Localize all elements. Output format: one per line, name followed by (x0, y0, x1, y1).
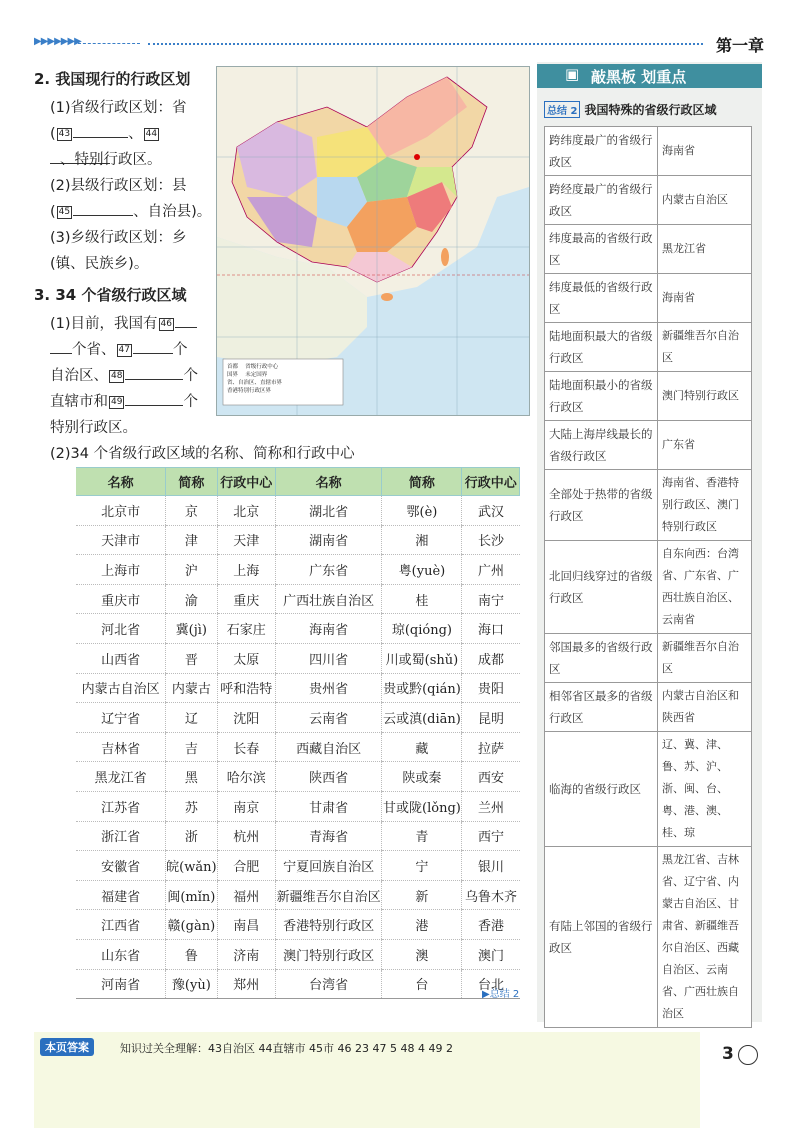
legend-item: 省级行政中心 (245, 364, 279, 370)
table-row (76, 496, 520, 526)
table-cell: 河南省 (76, 969, 166, 999)
table-cell: 天津市 (76, 525, 166, 555)
table-cell: 合肥 (217, 851, 275, 881)
table-cell: 香港 (462, 910, 520, 940)
table-cell: 澳门特别行政区 (275, 939, 382, 969)
table-cell: 津 (166, 525, 217, 555)
table-cell: 西宁 (462, 821, 520, 851)
side-row (545, 683, 752, 732)
table-cell: 长春 (217, 732, 275, 762)
table-cell: 甘或陇(lǒng) (382, 791, 462, 821)
section2-line1b: ( 43 、 44 (50, 121, 210, 173)
side-value: 黑龙江省、吉林省、辽宁省、内蒙古自治区、甘肃省、新疆维吾尔自治区、西藏自治区、云南省、广西壮族自治区 (658, 847, 752, 1028)
table-cell: 陕西省 (275, 762, 382, 792)
side-key: 北回归线穿过的省级行政区 (545, 541, 658, 634)
table-cell: 沪 (166, 555, 217, 585)
table-cell: 浙江省 (76, 821, 166, 851)
table-cell: 青 (382, 821, 462, 851)
table-cell: 澳 (382, 939, 462, 969)
table-cell: 台 (382, 969, 462, 999)
table-row (76, 643, 520, 673)
table-cell: 郑州 (217, 969, 275, 999)
table-cell: 冀(jì) (166, 614, 217, 644)
section3-title: 3. 34 个省级行政区域 (34, 286, 187, 304)
table-cell: 上海市 (76, 555, 166, 585)
summary-tag: 总结 2 (544, 101, 580, 118)
table-cell: 渝 (166, 584, 217, 614)
table-cell: 西安 (462, 762, 520, 792)
table-header-row (76, 468, 520, 496)
table-cell: 南京 (217, 791, 275, 821)
header-line (78, 43, 140, 44)
header-dots (148, 43, 703, 45)
side-row (545, 225, 752, 274)
table-row (76, 762, 520, 792)
table-cell: 宁夏回族自治区 (275, 851, 382, 881)
side-row (545, 541, 752, 634)
table-cell: 内蒙古 (166, 673, 217, 703)
table-cell: 海口 (462, 614, 520, 644)
page-number: 3 (722, 1044, 734, 1064)
table-cell: 重庆 (217, 584, 275, 614)
legend-item: 首都 (227, 364, 239, 370)
table-cell: 黑 (166, 762, 217, 792)
table-cell: 四川省 (275, 643, 382, 673)
table-cell: 港 (382, 910, 462, 940)
side-value: 黑龙江省 (658, 225, 752, 274)
table-row (76, 791, 520, 821)
col-header: 行政中心 (217, 468, 275, 496)
section3-line2: 个省、 47 个 (50, 337, 187, 363)
side-key: 跨经度最广的省级行政区 (545, 176, 658, 225)
table-cell: 南昌 (217, 910, 275, 940)
side-key: 跨纬度最广的省级行政区 (545, 127, 658, 176)
table-cell: 福州 (217, 880, 275, 910)
side-key: 陆地面积最小的省级行政区 (545, 372, 658, 421)
section2-title: 2. 我国现行的行政区划 (34, 70, 191, 88)
table-row (76, 851, 520, 881)
side-row (545, 634, 752, 683)
table-cell: 闽(mǐn) (166, 880, 217, 910)
table-cell: 杭州 (217, 821, 275, 851)
table-cell: 南宁 (462, 584, 520, 614)
table-cell: 苏 (166, 791, 217, 821)
table-cell: 京 (166, 496, 217, 526)
side-row (545, 274, 752, 323)
table-cell: 鄂(è) (382, 496, 462, 526)
table-cell: 北京 (217, 496, 275, 526)
table-cell: 西藏自治区 (275, 732, 382, 762)
table-cell: 湖北省 (275, 496, 382, 526)
table-cell: 台北 (462, 969, 520, 999)
side-value: 海南省、香港特别行政区、澳门特别行政区 (658, 470, 752, 541)
table-cell: 北京市 (76, 496, 166, 526)
side-row (545, 127, 752, 176)
side-value: 内蒙古自治区和陕西省 (658, 683, 752, 732)
table-cell: 青海省 (275, 821, 382, 851)
table-row (76, 555, 520, 585)
table-cell: 云南省 (275, 703, 382, 733)
side-key: 相邻省区最多的省级行政区 (545, 683, 658, 732)
table-cell: 辽 (166, 703, 217, 733)
side-value: 内蒙古自治区 (658, 176, 752, 225)
table-row (76, 525, 520, 555)
table-row (76, 880, 520, 910)
table-cell: 豫(yù) (166, 969, 217, 999)
provinces-table (76, 467, 520, 999)
side-row (545, 323, 752, 372)
table-cell: 上海 (217, 555, 275, 585)
table-cell: 新疆维吾尔自治区 (275, 880, 382, 910)
map-legend (227, 363, 343, 395)
legend-item: 未定国界 (245, 372, 268, 378)
table-row (76, 969, 520, 999)
table-row (76, 673, 520, 703)
teacher-icon: ▣ (565, 65, 580, 83)
answer-text: 知识过关全理解：43自治区 44直辖市 45市 46 23 47 5 48 4 49 2 (120, 1042, 453, 1055)
table-cell: 湖南省 (275, 525, 382, 555)
table-cell: 福建省 (76, 880, 166, 910)
table-row (76, 703, 520, 733)
table-cell: 黑龙江省 (76, 762, 166, 792)
table-cell: 鲁 (166, 939, 217, 969)
table-cell: 天津 (217, 525, 275, 555)
table-cell: 石家庄 (217, 614, 275, 644)
side-value: 新疆维吾尔自治区 (658, 323, 752, 372)
table-cell: 贵或黔(qián) (382, 673, 462, 703)
summary-link[interactable]: ▶总结 2 (482, 989, 520, 1000)
col-header: 名称 (275, 468, 382, 496)
side-value: 海南省 (658, 127, 752, 176)
section3-line4: 直辖市和 49 个 (50, 389, 198, 415)
section3-line6: (2)34 个省级行政区域的名称、简称和行政中心 (50, 446, 355, 462)
table-row (76, 584, 520, 614)
table-cell: 浙 (166, 821, 217, 851)
side-key: 大陆上海岸线最长的省级行政区 (545, 421, 658, 470)
section3-line3: 自治区、 48 个 (50, 363, 198, 389)
table-cell: 皖(wǎn) (166, 851, 217, 881)
table-cell: 乌鲁木齐 (462, 880, 520, 910)
table-cell: 粤(yuè) (382, 555, 462, 585)
side-value: 海南省 (658, 274, 752, 323)
side-row (545, 470, 752, 541)
table-cell: 藏 (382, 732, 462, 762)
side-key: 纬度最高的省级行政区 (545, 225, 658, 274)
table-cell: 江西省 (76, 910, 166, 940)
table-cell: 琼(qióng) (382, 614, 462, 644)
col-header: 简称 (166, 468, 217, 496)
china-map (216, 66, 530, 416)
side-key: 邻国最多的省级行政区 (545, 634, 658, 683)
table-cell: 晋 (166, 643, 217, 673)
table-cell: 吉 (166, 732, 217, 762)
table-cell: 银川 (462, 851, 520, 881)
table-cell: 太原 (217, 643, 275, 673)
side-row (545, 421, 752, 470)
table-cell: 香港特别行政区 (275, 910, 382, 940)
table-row (76, 910, 520, 940)
header-arrows-icon: ▶▶▶▶▶▶▶ (34, 36, 81, 47)
table-cell: 贵阳 (462, 673, 520, 703)
table-cell: 山西省 (76, 643, 166, 673)
table-cell: 桂 (382, 584, 462, 614)
chapter-title: 第一章 (716, 36, 765, 55)
side-key: 有陆上邻国的省级行政区 (545, 847, 658, 1028)
side-key: 全部处于热带的省级行政区 (545, 470, 658, 541)
table-cell: 贵州省 (275, 673, 382, 703)
side-key: 临海的省级行政区 (545, 732, 658, 847)
table-cell: 内蒙古自治区 (76, 673, 166, 703)
table-cell: 川或蜀(shǔ) (382, 643, 462, 673)
table-cell: 吉林省 (76, 732, 166, 762)
table-cell: 武汉 (462, 496, 520, 526)
table-cell: 兰州 (462, 791, 520, 821)
section3-line1: (1)目前，我国有 46 (50, 311, 197, 337)
table-cell: 山东省 (76, 939, 166, 969)
section2-line2: (2)县级行政区划：县 (50, 178, 187, 194)
table-row (76, 732, 520, 762)
side-value: 澳门特别行政区 (658, 372, 752, 421)
table-cell: 辽宁省 (76, 703, 166, 733)
col-header: 名称 (76, 468, 166, 496)
section2-line1: (1)省级行政区划：省 (50, 100, 187, 116)
table-cell: 河北省 (76, 614, 166, 644)
side-row (545, 176, 752, 225)
section3-line5: 特别行政区。 (50, 420, 137, 436)
side-value: 自东向西：台湾省、广东省、广西壮族自治区、云南省 (658, 541, 752, 634)
table-cell: 江苏省 (76, 791, 166, 821)
table-cell: 台湾省 (275, 969, 382, 999)
table-cell: 拉萨 (462, 732, 520, 762)
table-cell: 陕或秦 (382, 762, 462, 792)
side-row (545, 847, 752, 1028)
side-row (545, 732, 752, 847)
table-cell: 新 (382, 880, 462, 910)
table-cell: 安徽省 (76, 851, 166, 881)
side-value: 新疆维吾尔自治区 (658, 634, 752, 683)
table-cell: 哈尔滨 (217, 762, 275, 792)
table-cell: 沈阳 (217, 703, 275, 733)
table-cell: 呼和浩特 (217, 673, 275, 703)
panel-banner: ▣ 敲黑板 划重点 (537, 64, 762, 88)
table-cell: 海南省 (275, 614, 382, 644)
side-row (545, 372, 752, 421)
col-header: 简称 (382, 468, 462, 496)
side-value: 广东省 (658, 421, 752, 470)
table-row (76, 939, 520, 969)
legend-item: 香港特别行政区界 (227, 388, 272, 394)
table-cell: 甘肃省 (275, 791, 382, 821)
table-cell: 昆明 (462, 703, 520, 733)
legend-item: 省、自治区、直辖市界 (227, 380, 283, 386)
table-cell: 长沙 (462, 525, 520, 555)
table-cell: 澳门 (462, 939, 520, 969)
table-cell: 宁 (382, 851, 462, 881)
table-row (76, 614, 520, 644)
special-regions-table (544, 126, 752, 1028)
table-row (76, 821, 520, 851)
table-cell: 云或滇(diān) (382, 703, 462, 733)
table-cell: 重庆市 (76, 584, 166, 614)
table-cell: 济南 (217, 939, 275, 969)
table-cell: 广州 (462, 555, 520, 585)
table-cell: 成都 (462, 643, 520, 673)
section2-line3: (3)乡级行政区划：乡 (50, 230, 187, 246)
section2-line3b: (镇、民族乡)。 (50, 256, 149, 272)
clock-icon (738, 1045, 758, 1065)
legend-item: 国界 (227, 372, 239, 378)
section2-line1c: 、特别行政区。 (50, 147, 162, 173)
panel-subtitle: 总结 2 我国特殊的省级行政区域 (544, 101, 716, 118)
table-cell: 广东省 (275, 555, 382, 585)
side-key: 陆地面积最大的省级行政区 (545, 323, 658, 372)
side-key: 纬度最低的省级行政区 (545, 274, 658, 323)
section2-line2b: ( 45 、自治县)。 (50, 199, 211, 225)
side-value: 辽、冀、津、鲁、苏、沪、浙、闽、台、粤、港、澳、桂、琼 (658, 732, 752, 847)
answer-tag: 本页答案 (40, 1038, 94, 1056)
table-cell: 广西壮族自治区 (275, 584, 382, 614)
col-header: 行政中心 (462, 468, 520, 496)
table-cell: 湘 (382, 525, 462, 555)
table-cell: 赣(gàn) (166, 910, 217, 940)
